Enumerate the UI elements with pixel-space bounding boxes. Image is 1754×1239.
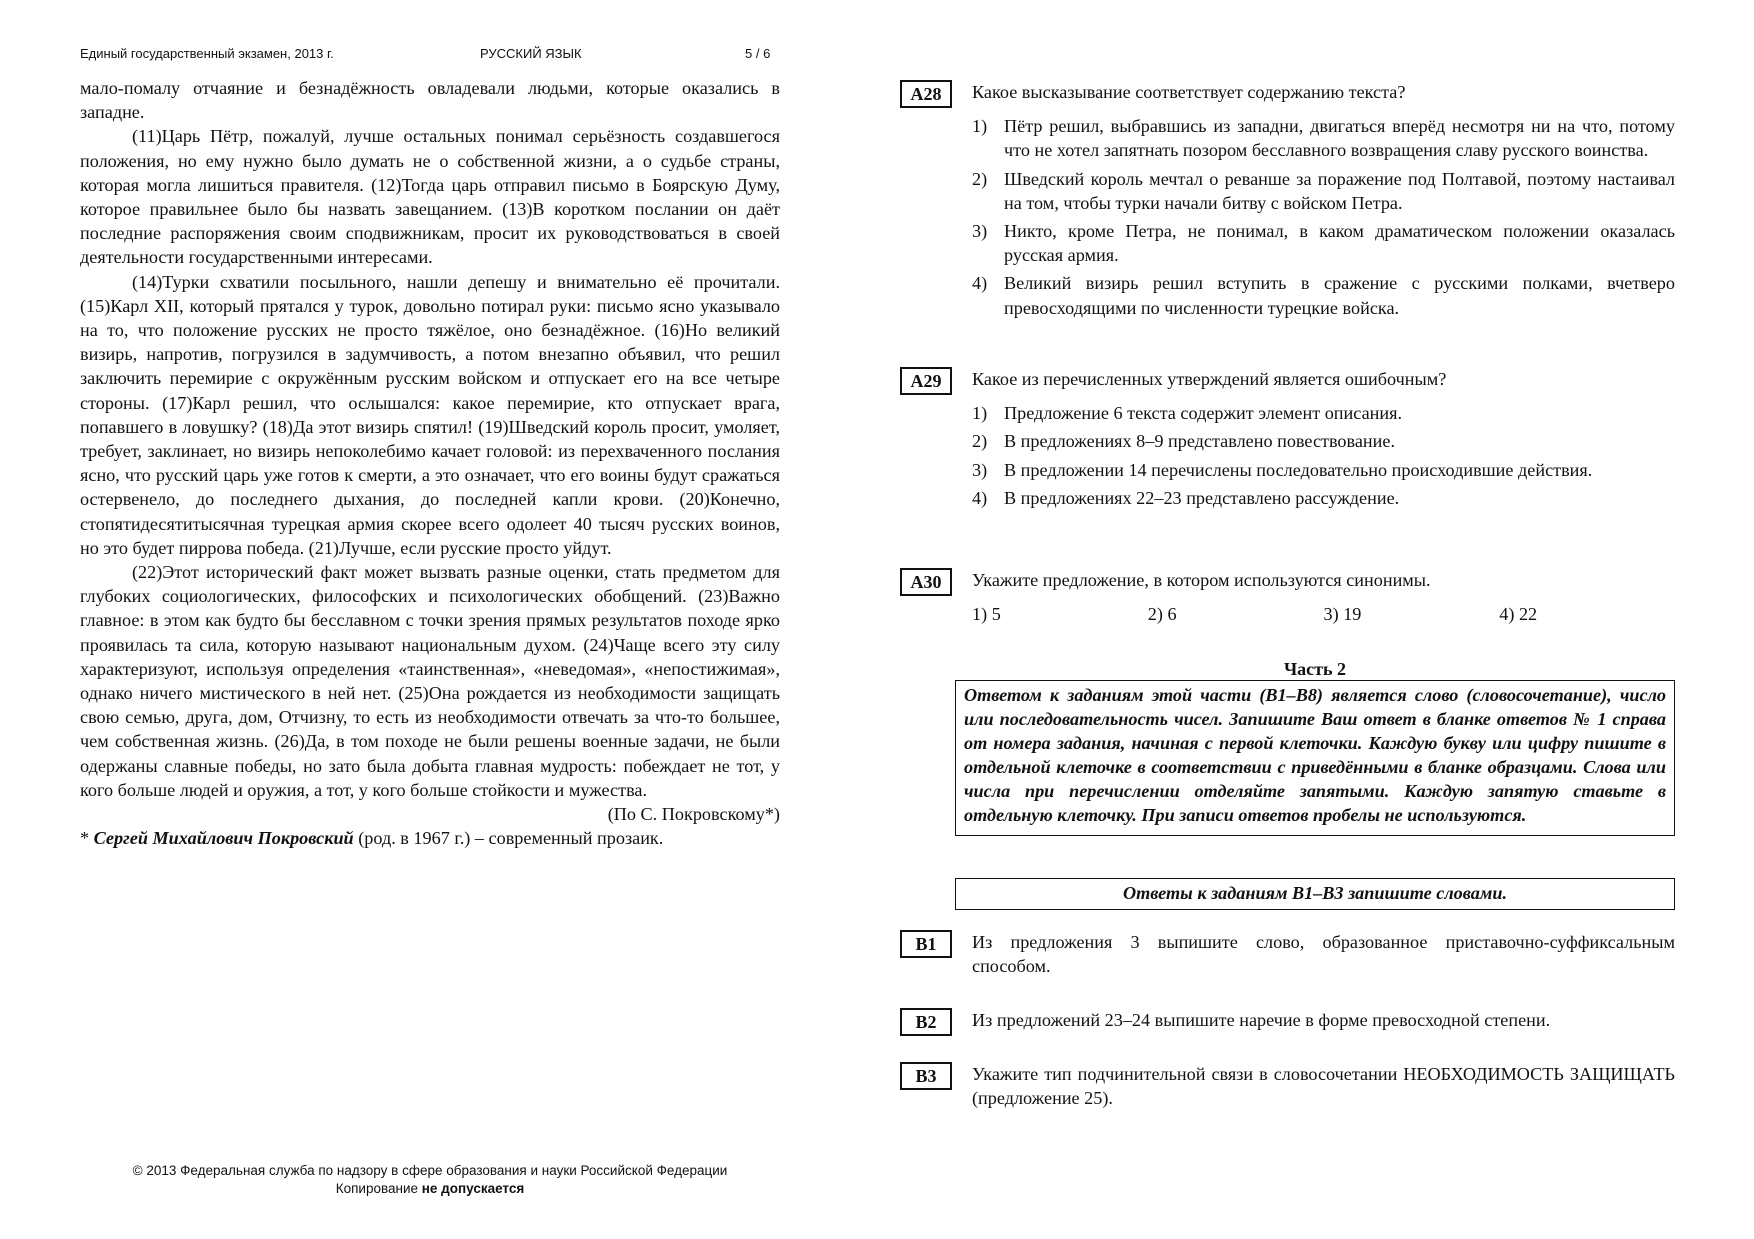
author-name: Сергей Михайлович Покровский (93, 828, 354, 849)
task-a28 (900, 80, 1675, 324)
task-tag: A28 (900, 80, 952, 108)
option-number: 3) (972, 459, 988, 480)
copy-notice-bold: не допускается (421, 1181, 525, 1196)
text-source: (По С. Покровскому*) (607, 804, 780, 825)
option-item (972, 458, 1675, 482)
words-note: Ответы к заданиям В1–В3 запишите словами. (955, 878, 1675, 910)
option-item: 4) 22 (1499, 604, 1538, 625)
task-tag: В3 (900, 1062, 952, 1090)
task-a29 (900, 367, 1675, 514)
text-paragraph: (14)Турки схватили посыльного, нашли депешу и внимательно её прочитали. (15)Карл XII, который прятался у турок, довольно потирал руки: письмо ясно указывало на то, что положение русских не просто тяжёлое, оно безнадёжное. (16)Но великий визирь, напротив, погрузился в задумчивость, а потом внезапно объявил, что решил заключить перемирие с окружённым русским войском и отпускает его на все четыре стороны. (17)Карл решил, что ослышался: какое перемирие, кто отпускает врага, попавшего в ловушку? (18)Да этот визирь спятил! (19)Шведский король просит, умоляет, требует, заклинает, но визирь непоколебимо качает головой: из перехваченного послания ясно, что русский царь уже готов к смерти, а это означает, что его воины будут сражаться остервенело, до последнего дыхания, до последней капли крови. (20)Конечно, стопятидесятитысячная турецкая армия скорее всего одолеет 40 тысяч русских воинов, но это будет пиррова победа. (21)Лучше, если русские просто уйдут. (80, 271, 780, 558)
exam-title: Единый государственный экзамен, 2013 г. (80, 46, 334, 61)
option-number: 3) (972, 221, 988, 242)
task-question: Укажите предложение, в котором используются синонимы. (972, 570, 1431, 590)
option-item (972, 114, 1675, 162)
copy-notice (80, 1180, 780, 1198)
task-tag: В2 (900, 1008, 952, 1036)
task-options (972, 602, 1675, 626)
footnote-text: (род. в 1967 г.) – современный прозаик. (353, 828, 664, 849)
option-text: Великий визирь решил вступить в сражение с русскими полками, вчетверо превосходящими по численности турецкие войска. (1004, 273, 1675, 318)
part2-title: Часть 2 (1283, 659, 1347, 679)
option-number: 1) (972, 116, 988, 137)
option-text: В предложении 14 перечислены последовательно происходившие действия. (1004, 459, 1593, 480)
option-item (972, 219, 1675, 267)
option-text: Никто, кроме Петра, не понимал, в каком драматическом положении оказалась русская армия. (1004, 221, 1675, 266)
option-number: 2) (972, 168, 988, 189)
footnote-mark: * (80, 828, 94, 849)
option-text: В предложениях 22–23 представлено рассуждение. (1004, 487, 1400, 508)
task-options (972, 401, 1675, 510)
task-tag: A29 (900, 367, 952, 395)
option-item (972, 486, 1675, 510)
option-item: 3) 19 (1323, 604, 1362, 625)
option-text: В предложениях 8–9 представлено повествование. (1004, 431, 1396, 452)
option-text: Предложение 6 текста содержит элемент описания. (1004, 403, 1403, 424)
task-tag: A30 (900, 568, 952, 596)
task-question: Какое из перечисленных утверждений является ошибочным? (972, 369, 1447, 389)
option-number: 4) (972, 273, 988, 294)
author-footnote (80, 826, 780, 850)
task-tag: В1 (900, 930, 952, 958)
task-question: Из предложения 3 выпишите слово, образованное приставочно-суффиксальным способом. (972, 932, 1675, 977)
option-text: Пётр решил, выбравшись из западни, двигаться вперёд несмотря ни на что, потому что не хотел запятнать позором бесславного возвращения славу русского воинства. (1004, 116, 1675, 161)
subject-title: РУССКИЙ ЯЗЫК (480, 46, 582, 61)
option-item (972, 401, 1675, 425)
text-paragraph: мало-помалу отчаяние и безнадёжность овладевали людьми, которые оказались в западне. (80, 78, 780, 123)
page-number: 5 / 6 (745, 46, 771, 61)
option-number: 1) (972, 403, 988, 424)
option-number: 4) (972, 487, 988, 508)
task-b1 (900, 930, 1675, 978)
text-paragraph: (22)Этот исторический факт может вызвать разные оценки, стать предметом для глубоких социологических, философских и психологических обобщений. (23)Важно главное: в этом как будто бы бесславном с точки зрения прямых результатов походе ярко проявилась та сила, которую называют национальным духом. (24)Чаще всего эту силу характеризуют, используя определения «таинственная», «неведомая», «непостижимая», однако ничего мистического в ней нет. (25)Она рождается из необходимости защищать свою семью, друга, дом, Отчизну, то есть из необходимости отвечать за что-то большее, чем собственная жизнь. (26)Да, в том походе не были решены военные задачи, не были одержаны славные победы, но зато была добыта главная мудрость: побеждает не тот, у кого больше людей и оружия, а тот, у кого больше стойкости и мужества. (80, 562, 780, 800)
option-number: 2) (972, 431, 988, 452)
task-question: Какое высказывание соответствует содержанию текста? (972, 82, 1406, 102)
copy-notice-prefix: Копирование (335, 1181, 422, 1196)
task-b3 (900, 1062, 1675, 1110)
task-question: Из предложений 23–24 выпишите наречие в форме превосходной степени. (972, 1010, 1551, 1030)
option-item: 2) 6 (1147, 604, 1177, 625)
page-footer (80, 1162, 780, 1198)
task-b2 (900, 1008, 1675, 1032)
option-item (972, 271, 1675, 319)
copyright: © 2013 Федеральная служба по надзору в сфере образования и науки Российской Федерации (132, 1163, 728, 1178)
option-item: 1) 5 (972, 604, 1001, 625)
option-item (972, 167, 1675, 215)
reading-text (80, 76, 780, 851)
task-options (972, 114, 1675, 320)
option-text: Шведский король мечтал о реванше за поражение под Полтавой, поэтому настаивал на том, чтобы турки начали битву с войском Петра. (1004, 168, 1675, 213)
option-item (972, 429, 1675, 453)
task-a30 (900, 568, 1675, 626)
task-question: Укажите тип подчинительной связи в словосочетании НЕОБХОДИМОСТЬ ЗАЩИЩАТЬ (предложение 25). (972, 1064, 1675, 1109)
part2-instructions: Ответом к заданиям этой части (В1–В8) является слово (словосочетание), число или последовательность чисел. Запишите Ваш ответ в бланке ответов № 1 справа от номера задания, начиная с первой клеточки. Каждую букву или цифру пишите в отдельной клеточке в соответствии с приведёнными в бланке образцами. Слова или числа при перечислении отделяйте запятыми. Каждую запятую ставьте в отдельную клеточку. При записи ответов пробелы не используются. (955, 680, 1675, 836)
text-paragraph: (11)Царь Пётр, пожалуй, лучше остальных понимал серьёзность создавшегося положения, но ему нужно было думать не о собственной жизни, а о судьбе страны, которая могла лишиться правителя. (12)Тогда царь отправил письмо в Боярскую Думу, которое правильнее было бы назвать завещанием. (13)В коротком послании он даёт последние распоряжения своим сподвижникам, просит их руководствоваться в своей деятельности государственными интересами. (80, 126, 780, 268)
